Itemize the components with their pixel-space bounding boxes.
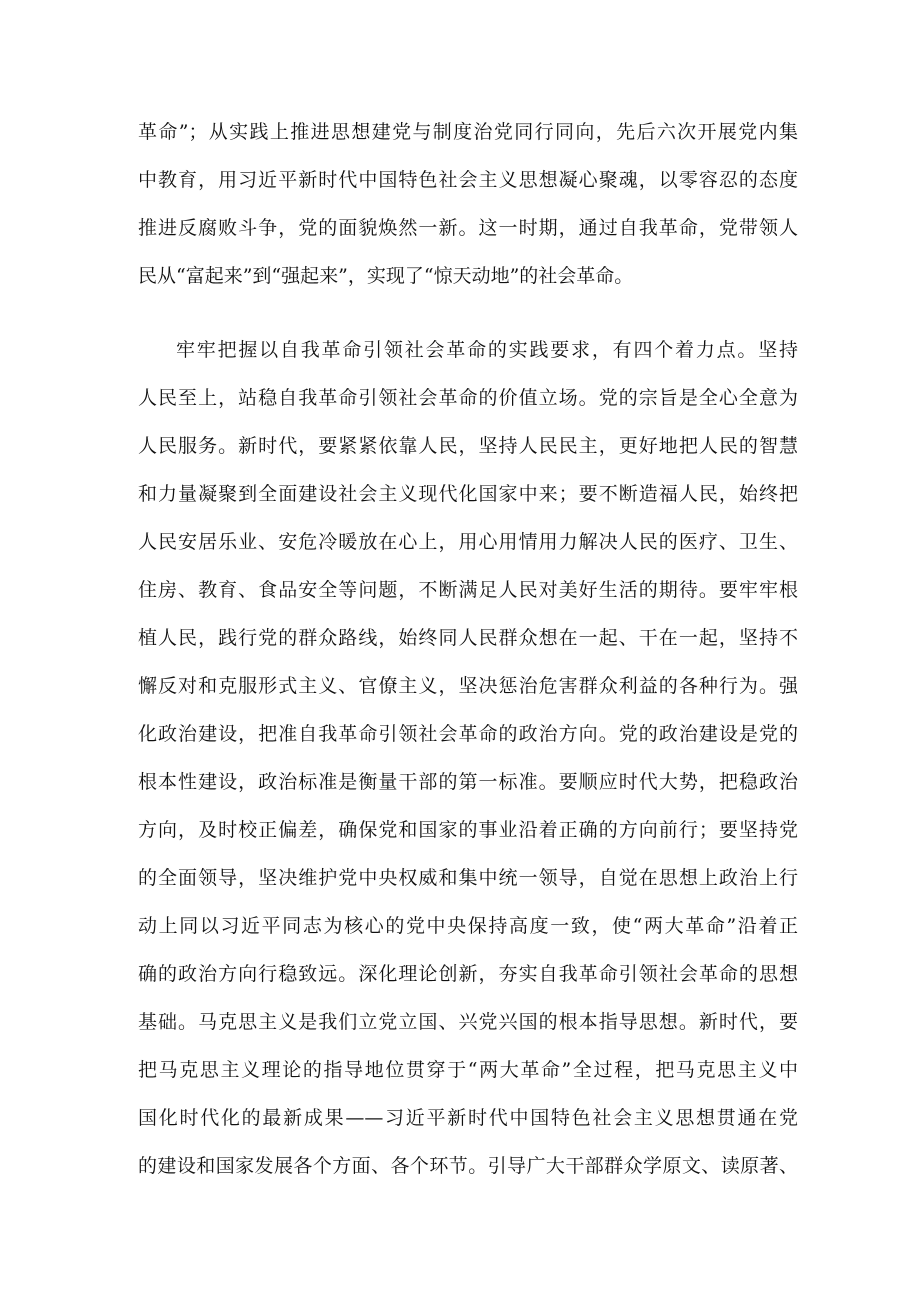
text-line: 住房、教育、食品安全等问题，不断满足人民对美好生活的期待。要牢牢根 — [138, 579, 798, 601]
text-line: 基础。马克思主义是我们立党立国、兴党兴国的根本指导思想。新时代，要 — [138, 1011, 798, 1033]
text-line: 方向，及时校正偏差，确保党和国家的事业沿着正确的方向前行；要坚持党 — [138, 819, 798, 841]
text-line: 根本性建设，政治标准是衡量干部的第一标准。要顺应时代大势，把稳政治 — [138, 771, 798, 793]
text-line: 动上同以习近平同志为核心的党中央保持高度一致，使“两大革命”沿着正 — [138, 915, 798, 937]
text-line: 和力量凝聚到全面建设社会主义现代化国家中来；要不断造福人民，始终把 — [138, 483, 798, 505]
text-line: 牢牢把握以自我革命引领社会革命的实践要求，有四个着力点。坚持 — [176, 339, 798, 361]
text-line: 把马克思主义理论的指导地位贯穿于“两大革命”全过程，把马克思主义中 — [138, 1059, 798, 1081]
text-line: 民从“富起来”到“强起来”，实现了“惊天动地”的社会革命。 — [138, 265, 634, 287]
text-line: 人民至上，站稳自我革命引领社会革命的价值立场。党的宗旨是全心全意为 — [138, 387, 798, 409]
text-line: 国化时代化的最新成果——习近平新时代中国特色社会主义思想贯通在党 — [138, 1107, 798, 1129]
text-line: 革命”；从实践上推进思想建党与制度治党同行同向，先后六次开展党内集 — [138, 121, 798, 143]
text-line: 人民安居乐业、安危冷暖放在心上，用心用情用力解决人民的医疗、卫生、 — [138, 531, 798, 553]
text-line: 植人民，践行党的群众路线，始终同人民群众想在一起、干在一起，坚持不 — [138, 627, 798, 649]
text-line: 的全面领导，坚决维护党中央权威和集中统一领导，自觉在思想上政治上行 — [138, 867, 798, 889]
text-line: 的建设和国家发展各个方面、各个环节。引导广大干部群众学原文、读原著、 — [138, 1155, 798, 1177]
text-line: 化政治建设，把准自我革命引领社会革命的政治方向。党的政治建设是党的 — [138, 723, 798, 745]
text-line: 确的政治方向行稳致远。深化理论创新，夯实自我革命引领社会革命的思想 — [138, 963, 798, 985]
text-line: 推进反腐败斗争，党的面貌焕然一新。这一时期，通过自我革命，党带领人 — [138, 217, 798, 239]
text-line: 中教育，用习近平新时代中国特色社会主义思想凝心聚魂，以零容忍的态度 — [138, 169, 798, 191]
text-line: 人民服务。新时代，要紧紧依靠人民，坚持人民民主，更好地把人民的智慧 — [138, 435, 798, 457]
text-line: 懈反对和克服形式主义、官僚主义，坚决惩治危害群众利益的各种行为。强 — [138, 675, 798, 697]
